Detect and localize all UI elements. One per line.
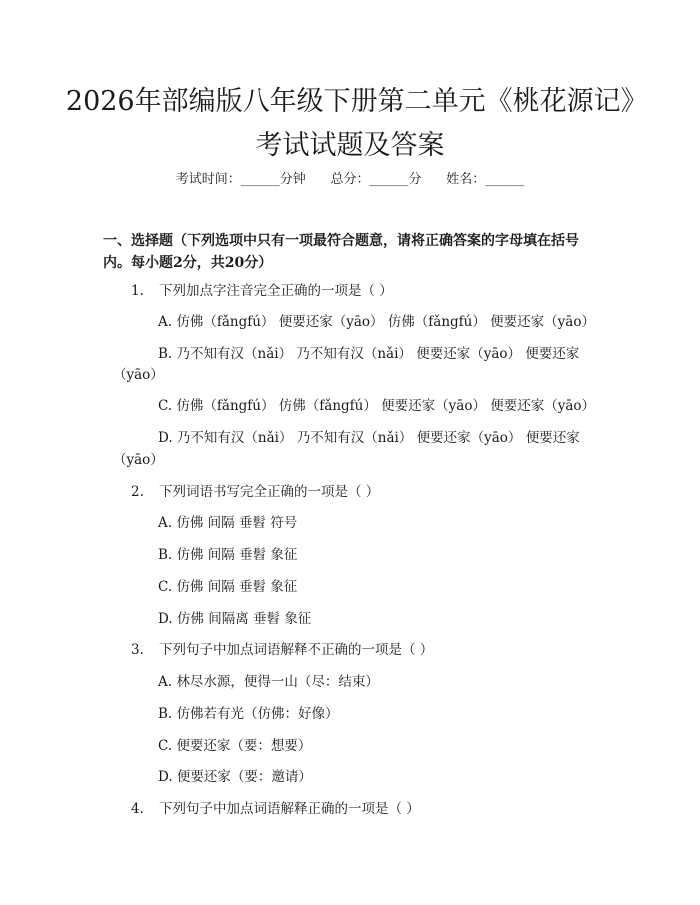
answer-option: A. 仿佛（fǎngfú） 便要还家（yāo） 仿佛（fǎngfú） 便要还家（yāo） (158, 314, 595, 330)
answer-option-wrap: （yāo） (113, 452, 164, 468)
question-stem (131, 800, 420, 818)
answer-option: C. 便要还家（要：想要） (158, 738, 312, 754)
answer-option: D. 乃不知有汉（nǎi） 乃不知有汉（nǎi） 便要还家（yāo） 便要还家 (158, 430, 580, 446)
question-text: 下列词语书写完全正确的一项是（ ） (159, 484, 380, 500)
question-stem (131, 282, 393, 300)
answer-option: B. 仿佛 间隔 垂髫 象征 (158, 547, 298, 563)
section-heading: 一、选择题（下列选项中只有一项最符合题意，请将正确答案的字母填在括号内。每小题2分，共20分） (103, 233, 579, 271)
question-number: 3. (131, 642, 144, 658)
document-title: 2026年部编版八年级下册第二单元《桃花源记》考试试题及答案 (65, 86, 635, 161)
answer-option: C. 仿佛 间隔 垂髫 象征 (158, 579, 298, 595)
question-text: 下列句子中加点词语解释不正确的一项是（ ） (159, 642, 434, 658)
answer-option: A. 仿佛 间隔 垂髫 符号 (158, 515, 298, 531)
question-number: 1. (131, 283, 144, 299)
question-stem (131, 641, 433, 659)
answer-option: A. 林尽水源，便得一山（尽：结束） (158, 674, 379, 690)
question-number: 2. (131, 484, 144, 500)
answer-option: B. 仿佛若有光（仿佛：好像） (158, 706, 339, 722)
question-text: 下列句子中加点词语解释正确的一项是（ ） (159, 801, 420, 817)
question-stem (131, 483, 379, 501)
answer-option: B. 乃不知有汉（nǎi） 乃不知有汉（nǎi） 便要还家（yāo） 便要还家 (158, 346, 580, 362)
answer-option-wrap: （yāo） (113, 367, 164, 383)
question-number: 4. (131, 801, 144, 817)
answer-option: C. 仿佛（fǎngfú） 仿佛（fǎngfú） 便要还家（yāo） 便要还家（yāo） (158, 398, 596, 414)
question-text: 下列加点字注音完全正确的一项是（ ） (159, 283, 393, 299)
answer-option: D. 仿佛 间隔离 垂髫 象征 (158, 611, 312, 627)
answer-option: D. 便要还家（要：邀请） (158, 769, 312, 785)
exam-meta-line: 考试时间：______分钟 总分：______分 姓名：______ (175, 172, 525, 187)
